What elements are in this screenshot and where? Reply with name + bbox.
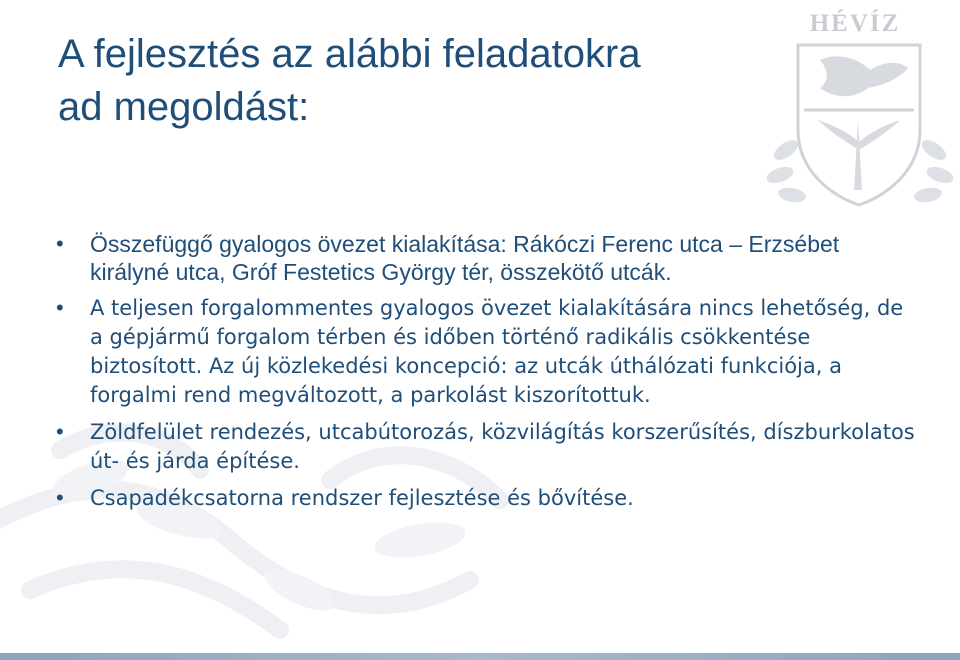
bullet-item <box>56 294 916 410</box>
bullet-icon: • <box>56 295 64 320</box>
bullet-text: Zöldfelület rendezés, utcabútorozás, közvilágítás korszerűsítés, díszburkolatos út- és járda építése. <box>90 420 915 473</box>
bullet-text: Csapadékcsatorna rendszer fejlesztése és bővítése. <box>90 486 634 510</box>
bullet-item <box>56 418 916 476</box>
bullet-list <box>56 230 916 521</box>
title-line-1: A fejlesztés az alábbi feladatokra <box>58 32 641 76</box>
bullet-icon: • <box>56 231 64 256</box>
bullet-text: Összefüggő gyalogos övezet kialakítása: Rákóczi Ferenc utca – Erzsébet királyné utca, Gróf Festetics György tér, összekötő utcák. <box>90 231 840 285</box>
slide-title <box>58 28 778 134</box>
bullet-icon: • <box>56 485 64 510</box>
bottom-bar <box>0 653 960 660</box>
bullet-text: A teljesen forgalommentes gyalogos övezet kialakítására nincs lehetőség, de a gépjármű forgalom térben és időben történő radikális csökkentése biztosított. Az új közlekedési koncepció: az utcák úthálózati funkciója, a forgalmi rend megváltozott, a parkolást kiszorítottuk. <box>90 296 904 407</box>
crest-text: HÉVÍZ <box>809 10 901 37</box>
bullet-icon: • <box>56 419 64 444</box>
bullet-item <box>56 230 916 286</box>
bullet-item <box>56 484 916 513</box>
title-line-2: ad megoldást: <box>58 85 310 129</box>
